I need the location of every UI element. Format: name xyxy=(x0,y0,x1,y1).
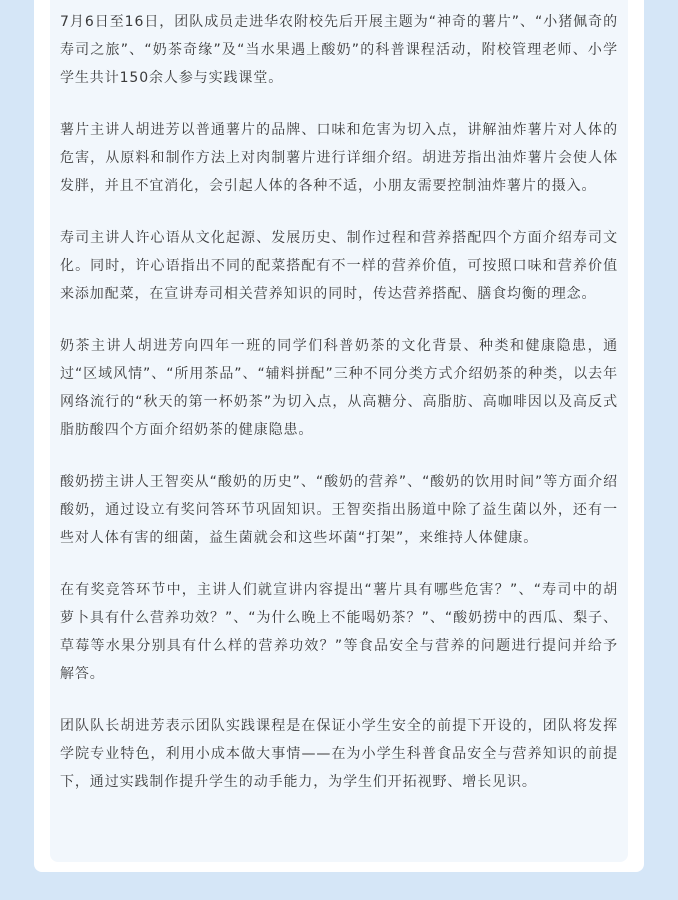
paragraph-sushi-lecture: 寿司主讲人许心语从文化起源、发展历史、制作过程和营养搭配四个方面介绍寿司文化。同时，许心语指出不同的配菜搭配有不一样的营养价值，可按照口味和营养价值来添加配菜，在宣讲寿司相关营养知识的同时，传达营养搭配、膳食均衡的理念。 xyxy=(60,230,618,302)
article-content xyxy=(60,8,618,820)
paragraph-yogurt-lecture: 酸奶捞主讲人王智奕从“酸奶的历史”、“酸奶的营养”、“酸奶的饮用时间”等方面介绍酸奶，通过设立有奖问答环节巩固知识。王智奕指出肠道中除了益生菌以外，还有一些对人体有害的细菌，益生菌就会和这些坏菌“打架”，来维持人体健康。 xyxy=(60,474,618,546)
paragraph-team-leader-statement: 团队队长胡进芳表示团队实践课程是在保证小学生安全的前提下开设的，团队将发挥学院专业特色，利用小成本做大事情——在为小学生科普食品安全与营养知识的前提下，通过实践制作提升学生的动手能力，为学生们开拓视野、增长见识。 xyxy=(60,718,618,790)
paragraph-milk-tea-lecture: 奶茶主讲人胡进芳向四年一班的同学们科普奶茶的文化背景、种类和健康隐患，通过“区域风情”、“所用茶品”、“辅料拼配”三种不同分类方式介绍奶茶的种类，以去年网络流行的“秋天的第一杯奶茶”为切入点，从高糖分、高脂肪、高咖啡因以及高反式脂肪酸四个方面介绍奶茶的健康隐患。 xyxy=(60,338,618,438)
paragraph-quiz-session: 在有奖竞答环节中，主讲人们就宣讲内容提出“薯片具有哪些危害？”、“寿司中的胡萝卜具有什么营养功效？”、“为什么晚上不能喝奶茶？”、“酸奶捞中的西瓜、梨子、草莓等水果分别具有什么样的营养功效？”等食品安全与营养的问题进行提问并给予解答。 xyxy=(60,582,618,682)
article-card xyxy=(34,0,644,872)
paragraph-chips-lecture: 薯片主讲人胡进芳以普通薯片的品牌、口味和危害为切入点，讲解油炸薯片对人体的危害，从原料和制作方法上对肉制薯片进行详细介绍。胡进芳指出油炸薯片会使人体发胖，并且不宜消化，会引起人体的各种不适，小朋友需要控制油炸薯片的摄入。 xyxy=(60,122,618,194)
article-body xyxy=(50,0,628,862)
paragraph-activity-overview: 7月6日至16日，团队成员走进华农附校先后开展主题为“神奇的薯片”、“小猪佩奇的寿司之旅”、“奶茶奇缘”及“当水果遇上酸奶”的科普课程活动，附校管理老师、小学学生共计150余人参与实践课堂。 xyxy=(60,14,618,86)
